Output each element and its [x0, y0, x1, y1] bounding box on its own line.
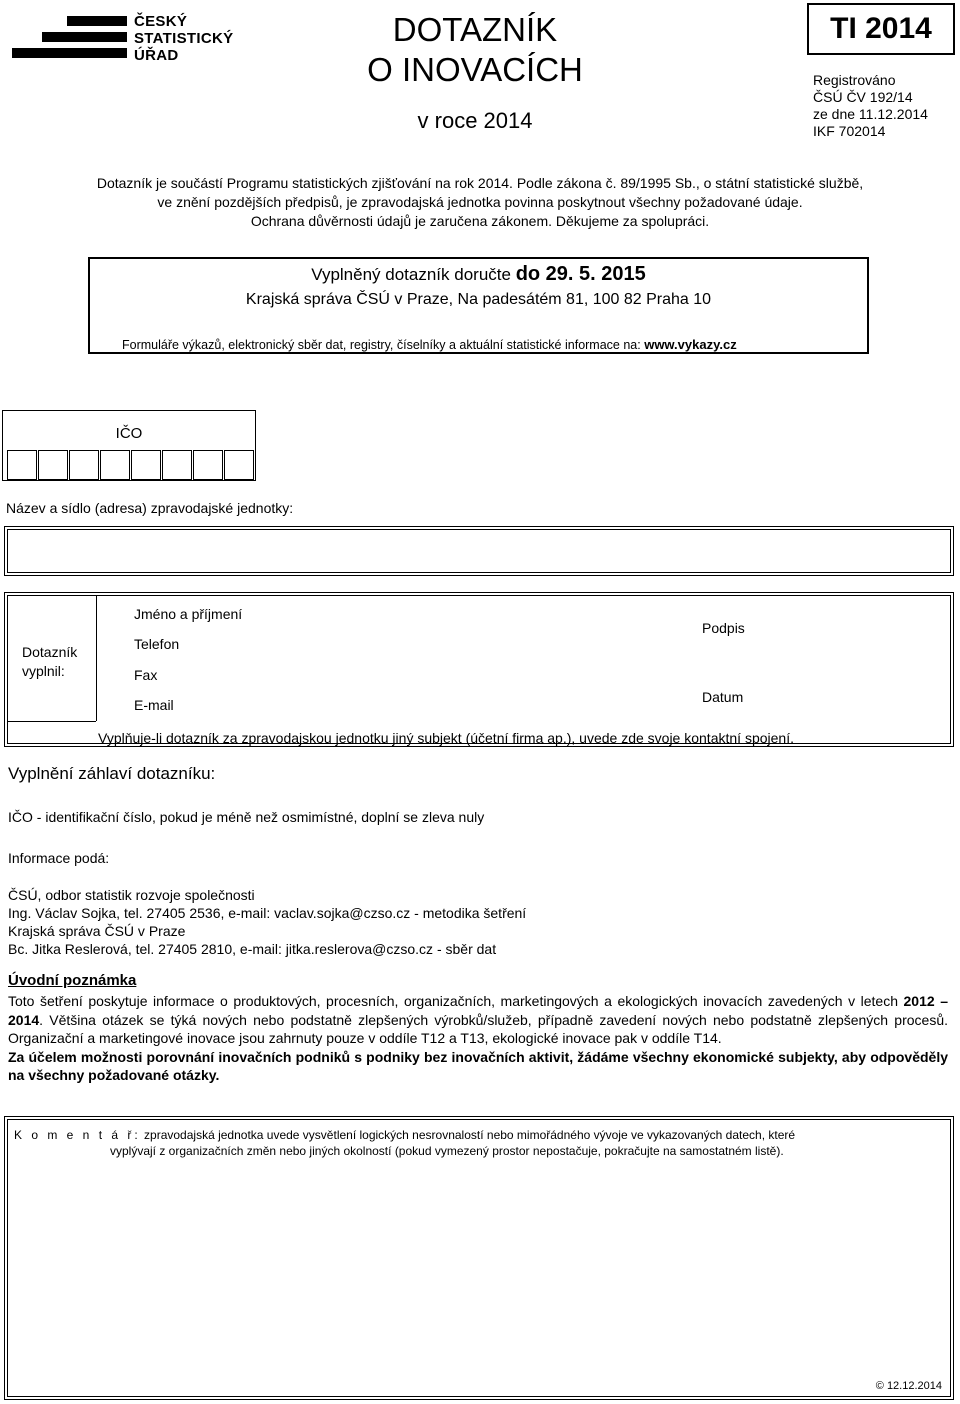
intro-note-years: 2012 – 2014 — [8, 993, 948, 1028]
ico-input[interactable] — [7, 450, 255, 480]
comment-text-1: zpravodajská jednotka uvede vysvětlení logických nesrovnalostí nebo mimořádného vývoje ve vykazovaných datech, které — [140, 1128, 796, 1142]
intro-note-heading: Úvodní poznámka — [8, 972, 137, 989]
instructions-heading: Vyplnění záhlaví dotazníku: — [8, 764, 216, 783]
intro-line: ve znění pozdějších předpisů, je zpravodajská jednotka povinna poskytnout všechny požadované údaje. — [157, 194, 803, 210]
ico-digit-cell[interactable] — [224, 450, 254, 480]
form-code-box: TI 2014 — [807, 3, 955, 55]
date-field[interactable]: Datum — [702, 689, 744, 705]
ico-instruction: IČO - identifikační číslo, pokud je méně než osmimístné, doplní se zleva nuly — [8, 809, 485, 825]
email-field[interactable]: E-mail — [134, 697, 174, 713]
page-title-line-2: O INOVACÍCH — [367, 51, 583, 88]
registration-line: ČSÚ ČV 192/14 — [813, 89, 913, 105]
registration-line: Registrováno — [813, 72, 896, 88]
delivery-address: Krajská správa ČSÚ v Praze, Na padesátém 81, 100 82 Praha 10 — [245, 291, 712, 308]
contact-line: ČSÚ, odbor statistik rozvoje společnosti — [8, 887, 255, 903]
registration-line: IKF 702014 — [813, 123, 886, 139]
page-title-line-1: DOTAZNÍK — [392, 11, 558, 48]
comment-box[interactable] — [4, 1116, 954, 1400]
ico-digit-cell[interactable] — [7, 450, 37, 480]
contact-line: Ing. Václav Sojka, tel. 27405 2536, e-mail: vaclav.sojka@czso.cz - metodika šetření — [8, 905, 527, 921]
forms-url-link[interactable]: www.vykazy.cz — [644, 337, 737, 352]
intro-text — [0, 174, 960, 231]
page-subtitle-year: v roce 2014 — [417, 108, 533, 133]
ico-digit-cell[interactable] — [38, 450, 68, 480]
intro-note-part-a: Toto šetření poskytuje informace o produktových, procesních, organizačních, marketingových a ekologických inovacích zavedených v letech — [8, 993, 904, 1009]
forms-info-text: Formuláře výkazů, elektronický sběr dat, registry, číselníky a aktuální statistické informace na: — [122, 338, 645, 352]
name-field[interactable]: Jméno a příjmení — [134, 606, 243, 622]
intro-line: Ochrana důvěrnosti údajů je zaručena zákonem. Děkujeme za spolupráci. — [250, 213, 710, 229]
czso-logo — [12, 14, 252, 70]
unit-name-field[interactable] — [4, 526, 954, 576]
signature-field[interactable]: Podpis — [702, 620, 745, 636]
ico-digit-cell[interactable] — [193, 450, 223, 480]
registration-info — [813, 72, 928, 140]
filled-by-label-line-1: Dotazník — [22, 644, 78, 660]
forms-info — [122, 337, 737, 352]
intro-note-text — [8, 992, 948, 1085]
comment-label: K o m e n t á ř: — [14, 1128, 141, 1142]
delivery-box — [88, 257, 869, 354]
contact-line: Bc. Jitka Reslerová, tel. 27405 2810, e-mail: jitka.reslerova@czso.cz - sběr dat — [8, 941, 497, 957]
logo-line-1: ČESKÝ — [134, 13, 188, 30]
ico-box — [2, 410, 256, 481]
ico-digit-cell[interactable] — [100, 450, 130, 480]
unit-name-label: Název a sídlo (adresa) zpravodajské jednotky: — [6, 500, 294, 516]
copyright-date: © 12.12.2014 — [875, 1380, 942, 1392]
contacts — [8, 886, 526, 958]
intro-note-part-b: . Většina otázek se týká nových nebo podstatně zlepšených výrobků/služeb, případně zavedení nových nebo podstatně zlepšených procesů. Organizační a marketingové inovace jsou zahrnuty pouze v oddíle T12 a T13, ekologické inovace pak v oddíle T14. — [8, 1011, 948, 1046]
info-label: Informace podá: — [8, 850, 110, 866]
intro-note-request: Za účelem možnosti porovnání inovačních podniků s podniky bez inovačních aktivit, žádáme všechny ekonomické subjekty, aby odpověděly na všechny požadované otázky. — [8, 1048, 948, 1083]
filled-by-note: Vyplňuje-li dotazník za zpravodajskou jednotku jiný subjekt (účetní firma ap.), uvede zde svoje kontaktní spojení. — [98, 730, 794, 746]
contact-line: Krajská správa ČSÚ v Praze — [8, 923, 186, 939]
delivery-prefix: Vyplněný dotazník doručte — [311, 265, 516, 284]
logo-line-3: ÚŘAD — [134, 47, 179, 64]
logo-line-2: STATISTICKÝ — [134, 30, 234, 47]
delivery-deadline — [90, 263, 867, 286]
ico-digit-cell[interactable] — [131, 450, 161, 480]
intro-line: Dotazník je součástí Programu statistických zjišťování na rok 2014. Podle zákona č. 89/1995 Sb., o státní statistické službě, — [96, 175, 864, 191]
comment-line-1 — [14, 1128, 795, 1142]
filled-by-label-line-2: vyplnil: — [22, 663, 65, 679]
delivery-date: do 29. 5. 2015 — [515, 263, 646, 285]
ico-digit-cell[interactable] — [69, 450, 99, 480]
fax-field[interactable]: Fax — [134, 667, 158, 683]
ico-label: IČO — [115, 425, 143, 442]
registration-line: ze dne 11.12.2014 — [813, 106, 928, 122]
phone-field[interactable]: Telefon — [134, 636, 180, 652]
filled-by-box — [4, 592, 954, 747]
ico-digit-cell[interactable] — [162, 450, 192, 480]
comment-line-2: vyplývají z organizačních změn nebo jiných okolností (pokud vymezený prostor nepostačuje, pokračujte na samostatném listě). — [110, 1144, 784, 1158]
